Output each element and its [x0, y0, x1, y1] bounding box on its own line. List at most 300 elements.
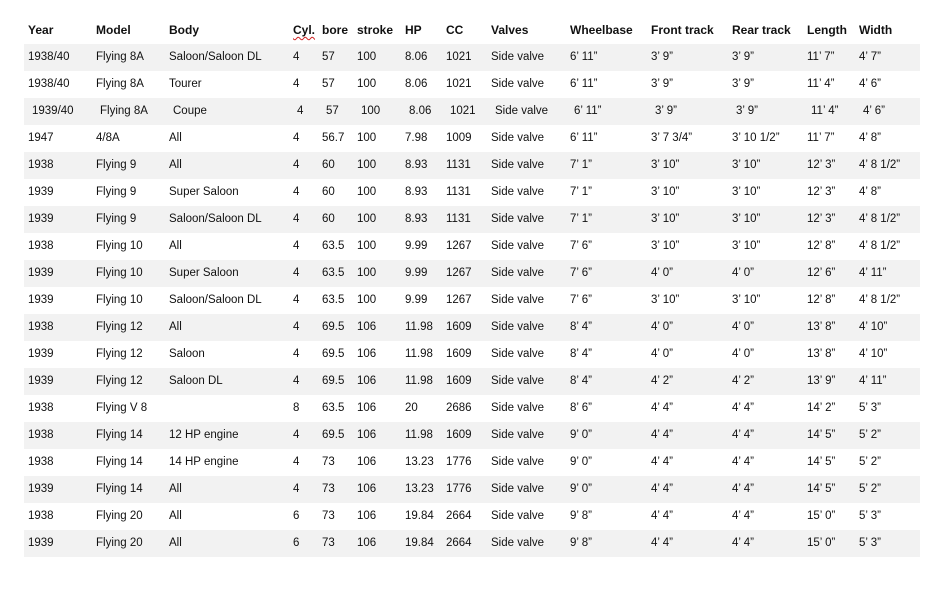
table-row — [24, 233, 920, 260]
cell-valves: Side valve — [491, 132, 545, 144]
cell-front-track: 3’ 10” — [651, 186, 680, 198]
cell-length: 13’ 9” — [807, 375, 836, 387]
cell-hp: 19.84 — [405, 510, 434, 522]
cell-length: 15’ 0” — [807, 537, 836, 549]
cell-valves: Side valve — [491, 402, 545, 414]
table-row — [24, 422, 920, 449]
cell-year: 1939 — [28, 294, 54, 306]
cell-hp: 8.06 — [405, 78, 428, 90]
cell-body: Super Saloon — [169, 186, 239, 198]
cell-body: All — [169, 132, 182, 144]
cell-body: Saloon — [169, 348, 205, 360]
cell-valves: Side valve — [491, 51, 545, 63]
cell-rear-track: 3’ 10” — [732, 186, 761, 198]
cell-cc: 1021 — [446, 51, 472, 63]
cell-cylinders: 4 — [293, 78, 300, 90]
cell-rear-track: 4’ 0” — [732, 348, 754, 360]
cell-model: Flying 10 — [96, 240, 143, 252]
cell-year: 1939 — [28, 186, 54, 198]
cell-stroke: 106 — [357, 483, 377, 495]
cell-width: 5’ 3” — [859, 537, 881, 549]
table-row — [24, 260, 920, 287]
cell-year: 1938 — [28, 402, 54, 414]
cell-cc: 1131 — [446, 159, 471, 171]
cell-wheelbase: 7’ 1” — [570, 186, 592, 198]
cell-wheelbase: 7’ 1” — [570, 213, 592, 225]
cell-valves: Side valve — [491, 267, 545, 279]
cell-valves: Side valve — [491, 78, 545, 90]
cell-rear-track: 3’ 10” — [732, 159, 761, 171]
cell-wheelbase: 8’ 4” — [570, 348, 592, 360]
cell-stroke: 106 — [357, 348, 377, 360]
cell-stroke: 106 — [357, 402, 377, 414]
cell-cc: 1609 — [446, 375, 472, 387]
cell-stroke: 100 — [357, 51, 377, 63]
cell-wheelbase: 8’ 4” — [570, 321, 592, 333]
cell-length: 14’ 5” — [807, 429, 836, 441]
cell-cylinders: 4 — [297, 105, 304, 117]
cell-year: 1938 — [28, 456, 54, 468]
table-row — [24, 287, 920, 314]
cell-width: 4’ 7” — [859, 51, 881, 63]
cell-body: Saloon/Saloon DL — [169, 213, 262, 225]
cell-body: Tourer — [169, 78, 202, 90]
cell-bore: 63.5 — [322, 294, 345, 306]
cell-model: Flying 9 — [96, 213, 137, 225]
cell-model: Flying V 8 — [96, 402, 148, 414]
cell-body: Coupe — [173, 105, 207, 117]
cell-stroke: 100 — [357, 186, 377, 198]
cell-length: 11’ 7” — [807, 51, 835, 63]
cell-cc: 1021 — [450, 105, 476, 117]
column-header-stroke: stroke — [357, 23, 394, 37]
cell-bore: 69.5 — [322, 321, 345, 333]
cell-wheelbase: 7’ 6” — [570, 240, 592, 252]
cell-bore: 69.5 — [322, 375, 345, 387]
cell-length: 14’ 5” — [807, 456, 836, 468]
table-row — [24, 152, 920, 179]
cell-bore: 57 — [322, 51, 335, 63]
cell-hp: 13.23 — [405, 456, 434, 468]
cell-model: Flying 12 — [96, 348, 143, 360]
table-row — [24, 368, 920, 395]
cell-hp: 9.99 — [405, 294, 428, 306]
cell-hp: 20 — [405, 402, 418, 414]
cell-body: Saloon DL — [169, 375, 223, 387]
cell-valves: Side valve — [491, 186, 545, 198]
cell-cylinders: 6 — [293, 510, 300, 522]
cell-hp: 11.98 — [405, 429, 433, 441]
cell-rear-track: 4’ 0” — [732, 321, 754, 333]
cell-bore: 73 — [322, 510, 335, 522]
cell-valves: Side valve — [491, 483, 545, 495]
cell-year: 1939 — [28, 348, 54, 360]
cell-stroke: 106 — [357, 429, 377, 441]
cell-length: 12’ 3” — [807, 159, 836, 171]
cell-bore: 63.5 — [322, 240, 345, 252]
cell-model: Flying 12 — [96, 321, 143, 333]
column-header-valves: Valves — [491, 23, 529, 37]
table-row — [24, 71, 920, 98]
column-header-length: Length — [807, 23, 847, 37]
cell-year: 1938/40 — [28, 78, 70, 90]
cell-year: 1939 — [28, 483, 54, 495]
cell-rear-track: 4’ 4” — [732, 483, 754, 495]
cell-wheelbase: 8’ 4” — [570, 375, 592, 387]
cell-hp: 8.06 — [409, 105, 432, 117]
table-row — [24, 179, 920, 206]
cell-model: Flying 9 — [96, 159, 137, 171]
column-header-year: Year — [28, 23, 54, 37]
cell-wheelbase: 7’ 6” — [570, 294, 592, 306]
cell-hp: 11.98 — [405, 321, 433, 333]
cell-front-track: 3’ 9” — [651, 78, 673, 90]
cell-model: Flying 10 — [96, 294, 143, 306]
cell-rear-track: 4’ 4” — [732, 402, 754, 414]
cell-wheelbase: 7’ 1” — [570, 159, 592, 171]
cell-valves: Side valve — [491, 159, 545, 171]
cell-cc: 1009 — [446, 132, 472, 144]
cell-cc: 1267 — [446, 267, 472, 279]
cell-length: 11’ 4” — [811, 105, 839, 117]
cell-rear-track: 3’ 10” — [732, 240, 761, 252]
cell-year: 1938 — [28, 321, 54, 333]
cell-model: Flying 20 — [96, 537, 143, 549]
cell-hp: 11.98 — [405, 375, 433, 387]
cell-front-track: 3’ 10” — [651, 159, 680, 171]
cell-width: 4’ 8 1/2” — [859, 240, 901, 252]
cell-front-track: 3’ 7 3/4” — [651, 132, 693, 144]
cell-hp: 11.98 — [405, 348, 433, 360]
cell-front-track: 4’ 4” — [651, 483, 673, 495]
cell-stroke: 100 — [357, 240, 377, 252]
cell-hp: 13.23 — [405, 483, 434, 495]
cell-model: Flying 9 — [96, 186, 137, 198]
cell-rear-track: 4’ 4” — [732, 456, 754, 468]
cell-valves: Side valve — [491, 294, 545, 306]
column-header-wheelbase: Wheelbase — [570, 23, 633, 37]
cell-model: Flying 12 — [96, 375, 143, 387]
cell-cylinders: 4 — [293, 348, 300, 360]
cell-wheelbase: 6’ 11” — [570, 132, 598, 144]
column-header-front-track: Front track — [651, 23, 714, 37]
cell-rear-track: 3’ 10 1/2” — [732, 132, 780, 144]
cell-width: 4’ 10” — [859, 348, 888, 360]
cell-stroke: 100 — [357, 294, 377, 306]
cell-width: 4’ 10” — [859, 321, 888, 333]
cell-cylinders: 4 — [293, 213, 300, 225]
cell-wheelbase: 6’ 11” — [574, 105, 602, 117]
cell-wheelbase: 9’ 8” — [570, 510, 592, 522]
cell-wheelbase: 8’ 6” — [570, 402, 592, 414]
cell-length: 14’ 2” — [807, 402, 836, 414]
cell-rear-track: 4’ 4” — [732, 537, 754, 549]
cell-length: 12’ 8” — [807, 240, 836, 252]
cell-length: 12’ 8” — [807, 294, 836, 306]
cell-body — [165, 395, 289, 422]
cell-length: 14’ 5” — [807, 483, 836, 495]
cell-valves: Side valve — [491, 375, 545, 387]
table-row — [24, 530, 920, 557]
cell-body: All — [169, 537, 182, 549]
cell-rear-track: 4’ 4” — [732, 429, 754, 441]
cell-wheelbase: 6’ 11” — [570, 78, 598, 90]
cell-year: 1938 — [28, 159, 54, 171]
cell-cc: 1021 — [446, 78, 472, 90]
cell-cylinders: 4 — [293, 429, 300, 441]
cell-front-track: 4’ 4” — [651, 510, 673, 522]
cell-model: Flying 14 — [96, 456, 143, 468]
cell-cylinders: 4 — [293, 375, 300, 387]
cell-width: 4’ 11” — [859, 375, 887, 387]
cell-model: Flying 8A — [96, 51, 144, 63]
cell-length: 12’ 6” — [807, 267, 836, 279]
cell-cc: 1267 — [446, 240, 472, 252]
cell-year: 1939 — [28, 213, 54, 225]
cell-width: 5’ 3” — [859, 402, 881, 414]
cell-rear-track: 3’ 10” — [732, 213, 761, 225]
cell-front-track: 3’ 10” — [651, 213, 680, 225]
cell-stroke: 106 — [357, 321, 377, 333]
cell-cc: 1267 — [446, 294, 472, 306]
table-row — [24, 476, 920, 503]
cell-cc: 1776 — [446, 456, 472, 468]
column-header-cc: CC — [446, 23, 464, 37]
cell-body: 14 HP engine — [169, 456, 239, 468]
cell-bore: 56.7 — [322, 132, 345, 144]
cell-bore: 57 — [326, 105, 339, 117]
cell-bore: 73 — [322, 537, 335, 549]
cell-model: Flying 8A — [96, 78, 144, 90]
column-header-cylinders — [289, 17, 318, 44]
column-header-bore: bore — [322, 23, 349, 37]
cell-valves: Side valve — [491, 537, 545, 549]
cell-rear-track: 4’ 2” — [732, 375, 754, 387]
table-row — [24, 98, 920, 125]
cell-cylinders: 4 — [293, 186, 300, 198]
cell-cylinders: 4 — [293, 51, 300, 63]
cell-cc: 2664 — [446, 510, 472, 522]
cell-front-track: 4’ 4” — [651, 456, 673, 468]
cell-bore: 73 — [322, 483, 335, 495]
cell-front-track: 4’ 4” — [651, 537, 673, 549]
cell-stroke: 100 — [357, 213, 377, 225]
cell-wheelbase: 6’ 11” — [570, 51, 598, 63]
cell-length: 13’ 8” — [807, 348, 836, 360]
cell-stroke: 100 — [361, 105, 381, 117]
cell-cc: 1609 — [446, 429, 472, 441]
cell-length: 13’ 8” — [807, 321, 836, 333]
cell-stroke: 106 — [357, 537, 377, 549]
cell-width: 4’ 8” — [859, 132, 881, 144]
cell-wheelbase: 9’ 0” — [570, 456, 592, 468]
cell-rear-track: 4’ 4” — [732, 510, 754, 522]
cell-cc: 1131 — [446, 186, 471, 198]
cell-model: Flying 20 — [96, 510, 143, 522]
cell-cylinders: 4 — [293, 159, 300, 171]
table-row — [24, 449, 920, 476]
cell-cylinders: 4 — [293, 294, 300, 306]
cell-hp: 9.99 — [405, 240, 428, 252]
cell-front-track: 3’ 10” — [651, 240, 680, 252]
cell-year: 1938/40 — [28, 51, 70, 63]
cell-cylinders: 6 — [293, 537, 300, 549]
cell-body: All — [169, 159, 182, 171]
cell-body: Saloon/Saloon DL — [169, 294, 262, 306]
cell-cc: 1609 — [446, 348, 472, 360]
cell-hp: 19.84 — [405, 537, 434, 549]
cell-front-track: 4’ 4” — [651, 402, 673, 414]
cell-body: All — [169, 321, 182, 333]
cell-valves: Side valve — [491, 456, 545, 468]
cell-cylinders: 4 — [293, 321, 300, 333]
cell-body: All — [169, 510, 182, 522]
cell-rear-track: 4’ 0” — [732, 267, 754, 279]
table-body — [24, 44, 920, 557]
cell-model: Flying 8A — [100, 105, 148, 117]
cell-bore: 60 — [322, 213, 335, 225]
column-header-body: Body — [169, 23, 199, 37]
cell-year: 1938 — [28, 510, 54, 522]
cell-model: Flying 10 — [96, 267, 143, 279]
cylinders-label: Cyl. — [293, 23, 316, 37]
cell-year: 1939 — [28, 375, 54, 387]
cell-hp: 8.93 — [405, 213, 428, 225]
cell-valves: Side valve — [491, 510, 545, 522]
cell-front-track: 3’ 9” — [651, 51, 673, 63]
cell-bore: 69.5 — [322, 348, 345, 360]
table-row — [24, 395, 920, 422]
cell-rear-track: 3’ 9” — [732, 78, 754, 90]
cell-front-track: 4’ 0” — [651, 321, 673, 333]
cell-front-track: 3’ 10” — [651, 294, 680, 306]
cell-front-track: 3’ 9” — [655, 105, 677, 117]
cell-body: All — [169, 483, 182, 495]
cell-valves: Side valve — [491, 429, 545, 441]
cell-body: All — [169, 240, 182, 252]
cell-front-track: 4’ 2” — [651, 375, 673, 387]
cell-bore: 69.5 — [322, 429, 345, 441]
cell-bore: 57 — [322, 78, 335, 90]
table-row — [24, 341, 920, 368]
cell-length: 12’ 3” — [807, 186, 836, 198]
cell-stroke: 106 — [357, 456, 377, 468]
cell-length: 15’ 0” — [807, 510, 836, 522]
cell-year: 1938 — [28, 240, 54, 252]
cell-cylinders: 4 — [293, 132, 300, 144]
cell-valves: Side valve — [491, 348, 545, 360]
cell-bore: 63.5 — [322, 267, 345, 279]
cell-valves: Side valve — [491, 321, 545, 333]
cell-width: 5’ 2” — [859, 456, 881, 468]
cell-year: 1947 — [28, 132, 54, 144]
cell-cc: 1776 — [446, 483, 472, 495]
cell-stroke: 106 — [357, 510, 377, 522]
cell-year: 1938 — [28, 429, 54, 441]
header-row — [24, 17, 920, 44]
cell-wheelbase: 9’ 0” — [570, 429, 592, 441]
column-header-rear-track: Rear track — [732, 23, 791, 37]
cell-length: 12’ 3” — [807, 213, 836, 225]
cell-width: 4’ 8 1/2” — [859, 213, 901, 225]
cell-front-track: 4’ 0” — [651, 348, 673, 360]
cell-valves: Side valve — [495, 105, 549, 117]
cell-front-track: 4’ 4” — [651, 429, 673, 441]
cell-width: 4’ 8 1/2” — [859, 294, 901, 306]
cell-cc: 1131 — [446, 213, 471, 225]
cell-stroke: 100 — [357, 159, 377, 171]
table-row — [24, 503, 920, 530]
cell-cylinders: 8 — [293, 402, 300, 414]
cell-valves: Side valve — [491, 240, 545, 252]
cell-stroke: 106 — [357, 375, 377, 387]
cell-wheelbase: 9’ 0” — [570, 483, 592, 495]
cell-year: 1939 — [28, 537, 54, 549]
specifications-table — [24, 17, 920, 557]
cell-cc: 1609 — [446, 321, 472, 333]
cell-wheelbase: 7’ 6” — [570, 267, 592, 279]
cell-year: 1939/40 — [32, 105, 74, 117]
cell-body: Super Saloon — [169, 267, 239, 279]
cell-hp: 9.99 — [405, 267, 428, 279]
table-row — [24, 314, 920, 341]
cell-rear-track: 3’ 9” — [732, 51, 754, 63]
cell-model: Flying 14 — [96, 483, 143, 495]
cell-model: 4/8A — [96, 132, 120, 144]
cell-width: 4’ 6” — [859, 78, 881, 90]
cell-body: Saloon/Saloon DL — [169, 51, 262, 63]
column-header-hp: HP — [405, 23, 422, 37]
cell-valves: Side valve — [491, 213, 545, 225]
table-row — [24, 206, 920, 233]
cell-body: 12 HP engine — [169, 429, 239, 441]
cell-width: 4’ 6” — [863, 105, 885, 117]
cell-width: 4’ 8” — [859, 186, 881, 198]
cell-cylinders: 4 — [293, 240, 300, 252]
cell-wheelbase: 9’ 8” — [570, 537, 592, 549]
cell-cylinders: 4 — [293, 456, 300, 468]
cell-stroke: 100 — [357, 132, 377, 144]
cell-cc: 2664 — [446, 537, 472, 549]
cell-hp: 8.06 — [405, 51, 428, 63]
cell-hp: 8.93 — [405, 186, 428, 198]
cell-bore: 60 — [322, 159, 335, 171]
cell-model: Flying 14 — [96, 429, 143, 441]
cell-front-track: 4’ 0” — [651, 267, 673, 279]
cell-stroke: 100 — [357, 267, 377, 279]
cell-bore: 73 — [322, 456, 335, 468]
cell-rear-track: 3’ 10” — [732, 294, 761, 306]
table-row — [24, 44, 920, 71]
cell-hp: 8.93 — [405, 159, 428, 171]
cell-rear-track: 3’ 9” — [736, 105, 758, 117]
cell-stroke: 100 — [357, 78, 377, 90]
table-row — [24, 125, 920, 152]
column-header-model: Model — [96, 23, 131, 37]
cell-bore: 60 — [322, 186, 335, 198]
cell-width: 4’ 8 1/2” — [859, 159, 901, 171]
cell-length: 11’ 4” — [807, 78, 835, 90]
cell-hp: 7.98 — [405, 132, 428, 144]
column-header-width: Width — [859, 23, 893, 37]
cell-width: 5’ 2” — [859, 483, 881, 495]
cell-length: 11’ 7” — [807, 132, 835, 144]
cell-cc: 2686 — [446, 402, 472, 414]
cell-width: 4’ 11” — [859, 267, 887, 279]
cell-width: 5’ 2” — [859, 429, 881, 441]
cell-width: 5’ 3” — [859, 510, 881, 522]
cell-year: 1939 — [28, 267, 54, 279]
